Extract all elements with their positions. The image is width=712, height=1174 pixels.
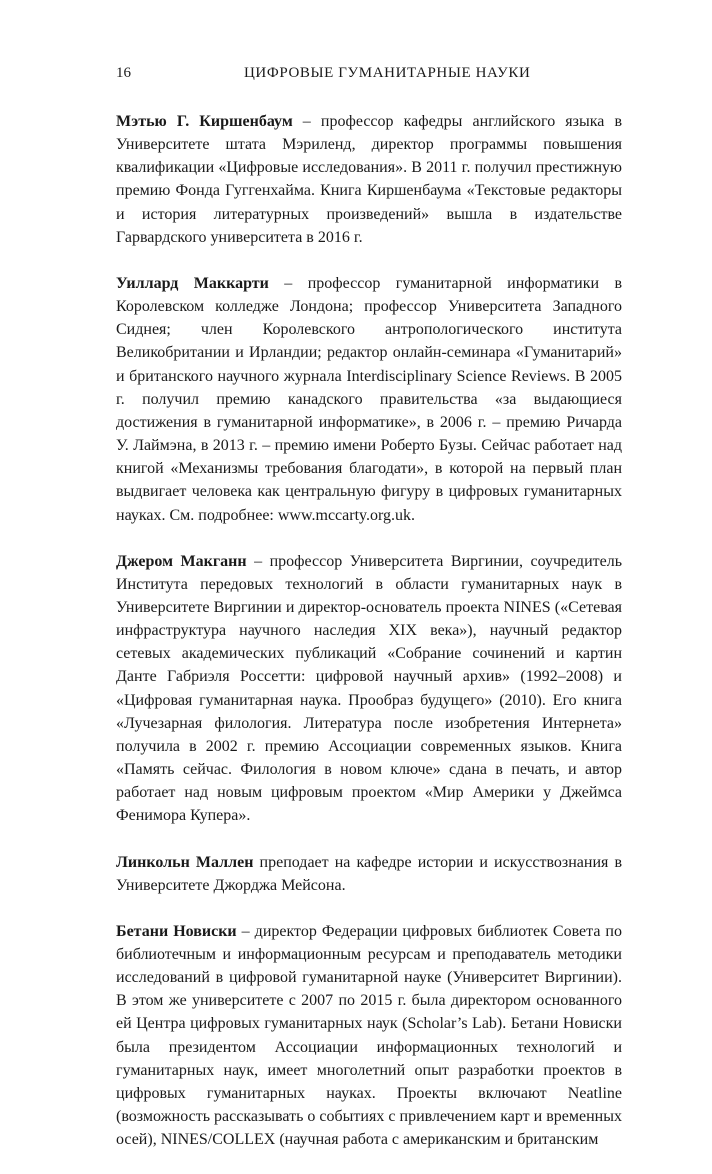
bio-text: – директор Федерации цифровых библиотек Совета по библиотечным и информационным ресурсам и преподаватель методики исследований в цифровой гуманитарной науке (Университет Виргинии). В этом же университете с 2007 по 2015 г. была директором основанного ей Центра цифровых гуманитарных наук (Scholar’s Lab). Бетани Новиски была президентом Ассоциации информационных технологий и гуманитарных наук, имеет многолетний опыт разработки проектов в цифровых гуманитарных науках. Проекты включают Neatline (возможность рассказывать о событиях с привлечением карт и временных осей), NINES/COLLEX (научная работа с американским и британским — [116, 922, 622, 1149]
bio-mcgann — [116, 550, 622, 828]
bio-text: преподает на кафедре истории и искусствознания в Университете Джорджа Мейсона. — [116, 853, 623, 894]
bio-mullen — [116, 851, 622, 897]
bio-text: – профессор кафедры английского языка в Университете штата Мэриленд, директор программы повышения квалификации «Цифровые исследования». В 2011 г. получил престижную премию Фонда Гуггенхайма. Книга Киршенбаума «Текстовые редакторы и история литературных произведений» вышла в издательстве Гарвардского университета в 2016 г. — [116, 113, 622, 246]
bio-name: Джером Макганн — [116, 552, 247, 570]
bio-kirschenbaum — [116, 110, 622, 249]
bio-nowviskie — [116, 920, 622, 1152]
bio-text: – профессор гуманитарной информатики в Королевском колледже Лондона; профессор Университета Западного Сиднея; член Королевского антропологического института Великобритании и Ирландии; редактор онлайн-семинара «Гуманитарий» и британского научного журнала Interdisciplinary Science Reviews. В 2005 г. получил премию канадского правительства «за выдающиеся достижения в гуманитарной информатике», в 2006 г. – премию Ричарда У. Лаймэна, в 2013 г. – премию имени Роберто Бузы. Сейчас работает над книгой «Механизмы требования благодати», в которой на первый план выдвигает человека как центральную фигуру в цифровых гуманитарных науках. См. подробнее: www.mccarty.org.uk. — [116, 274, 622, 524]
bio-text: – профессор Университета Виргинии, соучредитель Института передовых технологий в области гуманитарных наук в Университете Виргинии и директор-основатель проекта NINES («Сетевая инфраструктура научного наследия XIX века»), научный редактор сетевых академических публикаций «Собрание сочинений и картин Данте Габриэля Россетти: цифровой научный архив» (1992–2008) и «Цифровая гуманитарная наука. Прообраз будущего» (2010). Его книга «Лучезарная филология. Литература после изобретения Интернета» получила в 2002 г. премию Ассоциации современных языков. Книга «Память сейчас. Филология в новом ключе» сдана в печать, и автор работает над новым цифровым проектом «Мир Америки у Джеймса Фенимора Купера». — [116, 552, 623, 825]
bio-name: Линкольн Маллен — [116, 853, 254, 871]
bio-name: Уиллард Маккарти — [116, 274, 269, 292]
page-number: 16 — [116, 65, 131, 81]
bio-name: Мэтью Г. Киршенбаум — [116, 113, 293, 130]
book-page — [116, 62, 622, 1174]
running-title: ЦИФРОВЫЕ ГУМАНИТАРНЫЕ НАУКИ — [244, 65, 531, 81]
bio-name: Бетани Новиски — [116, 922, 237, 940]
bio-mccarty — [116, 272, 622, 527]
running-head — [116, 62, 622, 84]
